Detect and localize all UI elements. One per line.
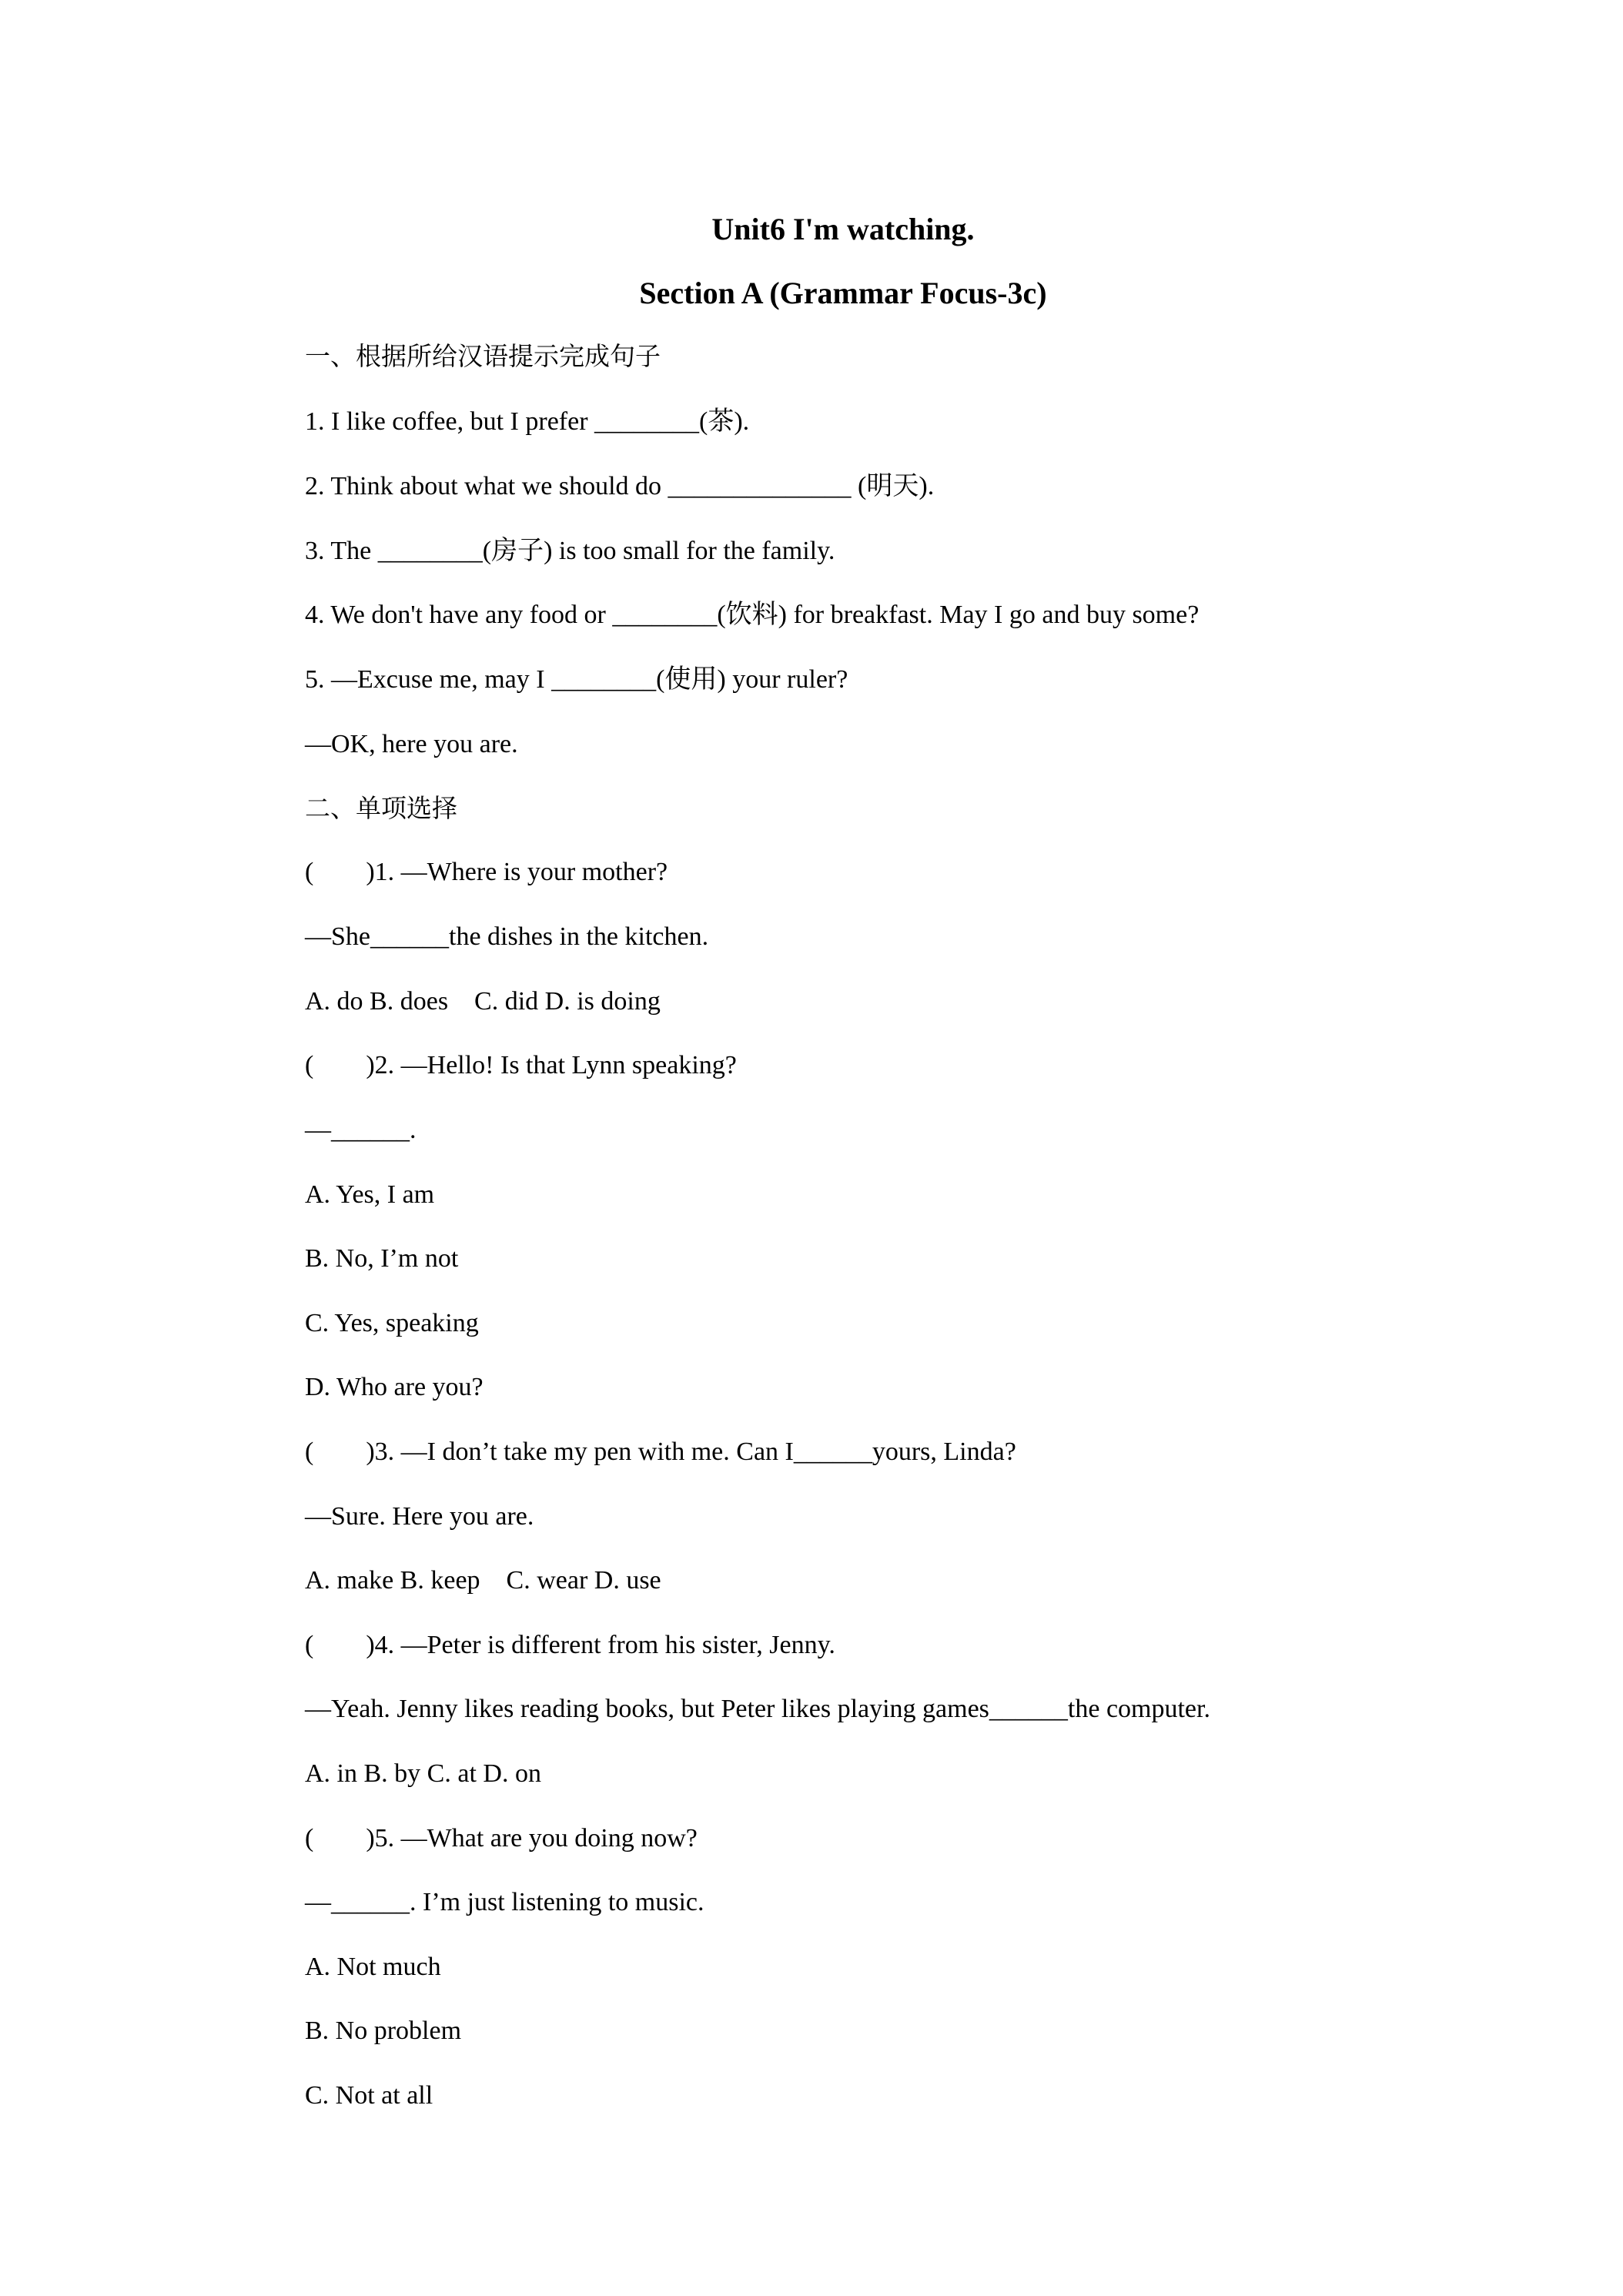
choice-question-4-options: A. in B. by C. at D. on bbox=[305, 1759, 541, 1788]
translation-question-3: 3. The ________(房子) is too small for the family. bbox=[305, 537, 835, 565]
choice-question-2-option-d: D. Who are you? bbox=[305, 1373, 484, 1401]
choice-question-5-reply: —______. I’m just listening to music. bbox=[305, 1888, 704, 1916]
choice-question-5-option-b: B. No problem bbox=[305, 2017, 462, 2045]
choice-question-4-reply: —Yeah. Jenny likes reading books, but Peter likes playing games______the computer. bbox=[305, 1695, 1210, 1723]
page-title: Unit6 I'm watching. bbox=[711, 212, 975, 246]
page-subtitle: Section A (Grammar Focus-3c) bbox=[639, 276, 1047, 310]
section-heading-choice: 二、单项选择 bbox=[305, 793, 457, 823]
translation-question-1: 1. I like coffee, but I prefer ________(茶). bbox=[305, 407, 750, 436]
choice-question-3-reply: —Sure. Here you are. bbox=[305, 1502, 534, 1531]
choice-question-5-option-a: A. Not much bbox=[305, 1953, 441, 1981]
section-heading-translation: 一、根据所给汉语提示完成句子 bbox=[305, 341, 661, 371]
choice-question-2-option-a: A. Yes, I am bbox=[305, 1180, 435, 1209]
translation-question-5-reply: —OK, here you are. bbox=[305, 730, 518, 758]
choice-question-5-option-c: C. Not at all bbox=[305, 2081, 433, 2110]
choice-question-3: ( )3. —I don’t take my pen with me. Can I______yours, Linda? bbox=[305, 1438, 1016, 1466]
choice-question-2: ( )2. —Hello! Is that Lynn speaking? bbox=[305, 1051, 737, 1079]
choice-question-5: ( )5. —What are you doing now? bbox=[305, 1824, 698, 1853]
choice-question-3-options: A. make B. keep C. wear D. use bbox=[305, 1566, 661, 1595]
choice-question-4: ( )4. —Peter is different from his sister, Jenny. bbox=[305, 1631, 835, 1659]
choice-question-1: ( )1. —Where is your mother? bbox=[305, 858, 668, 886]
choice-question-2-option-b: B. No, I’m not bbox=[305, 1244, 459, 1273]
translation-question-5: 5. —Excuse me, may I ________(使用) your ruler? bbox=[305, 665, 848, 694]
choice-question-2-option-c: C. Yes, speaking bbox=[305, 1309, 479, 1337]
choice-question-1-reply: —She______the dishes in the kitchen. bbox=[305, 922, 709, 951]
translation-question-4: 4. We don't have any food or ________(饮料) for breakfast. May I go and buy some? bbox=[305, 601, 1200, 629]
choice-question-2-reply: —______. bbox=[305, 1116, 417, 1144]
translation-question-2: 2. Think about what we should do ______________ (明天). bbox=[305, 472, 935, 500]
choice-question-1-options: A. do B. does C. did D. is doing bbox=[305, 987, 661, 1016]
